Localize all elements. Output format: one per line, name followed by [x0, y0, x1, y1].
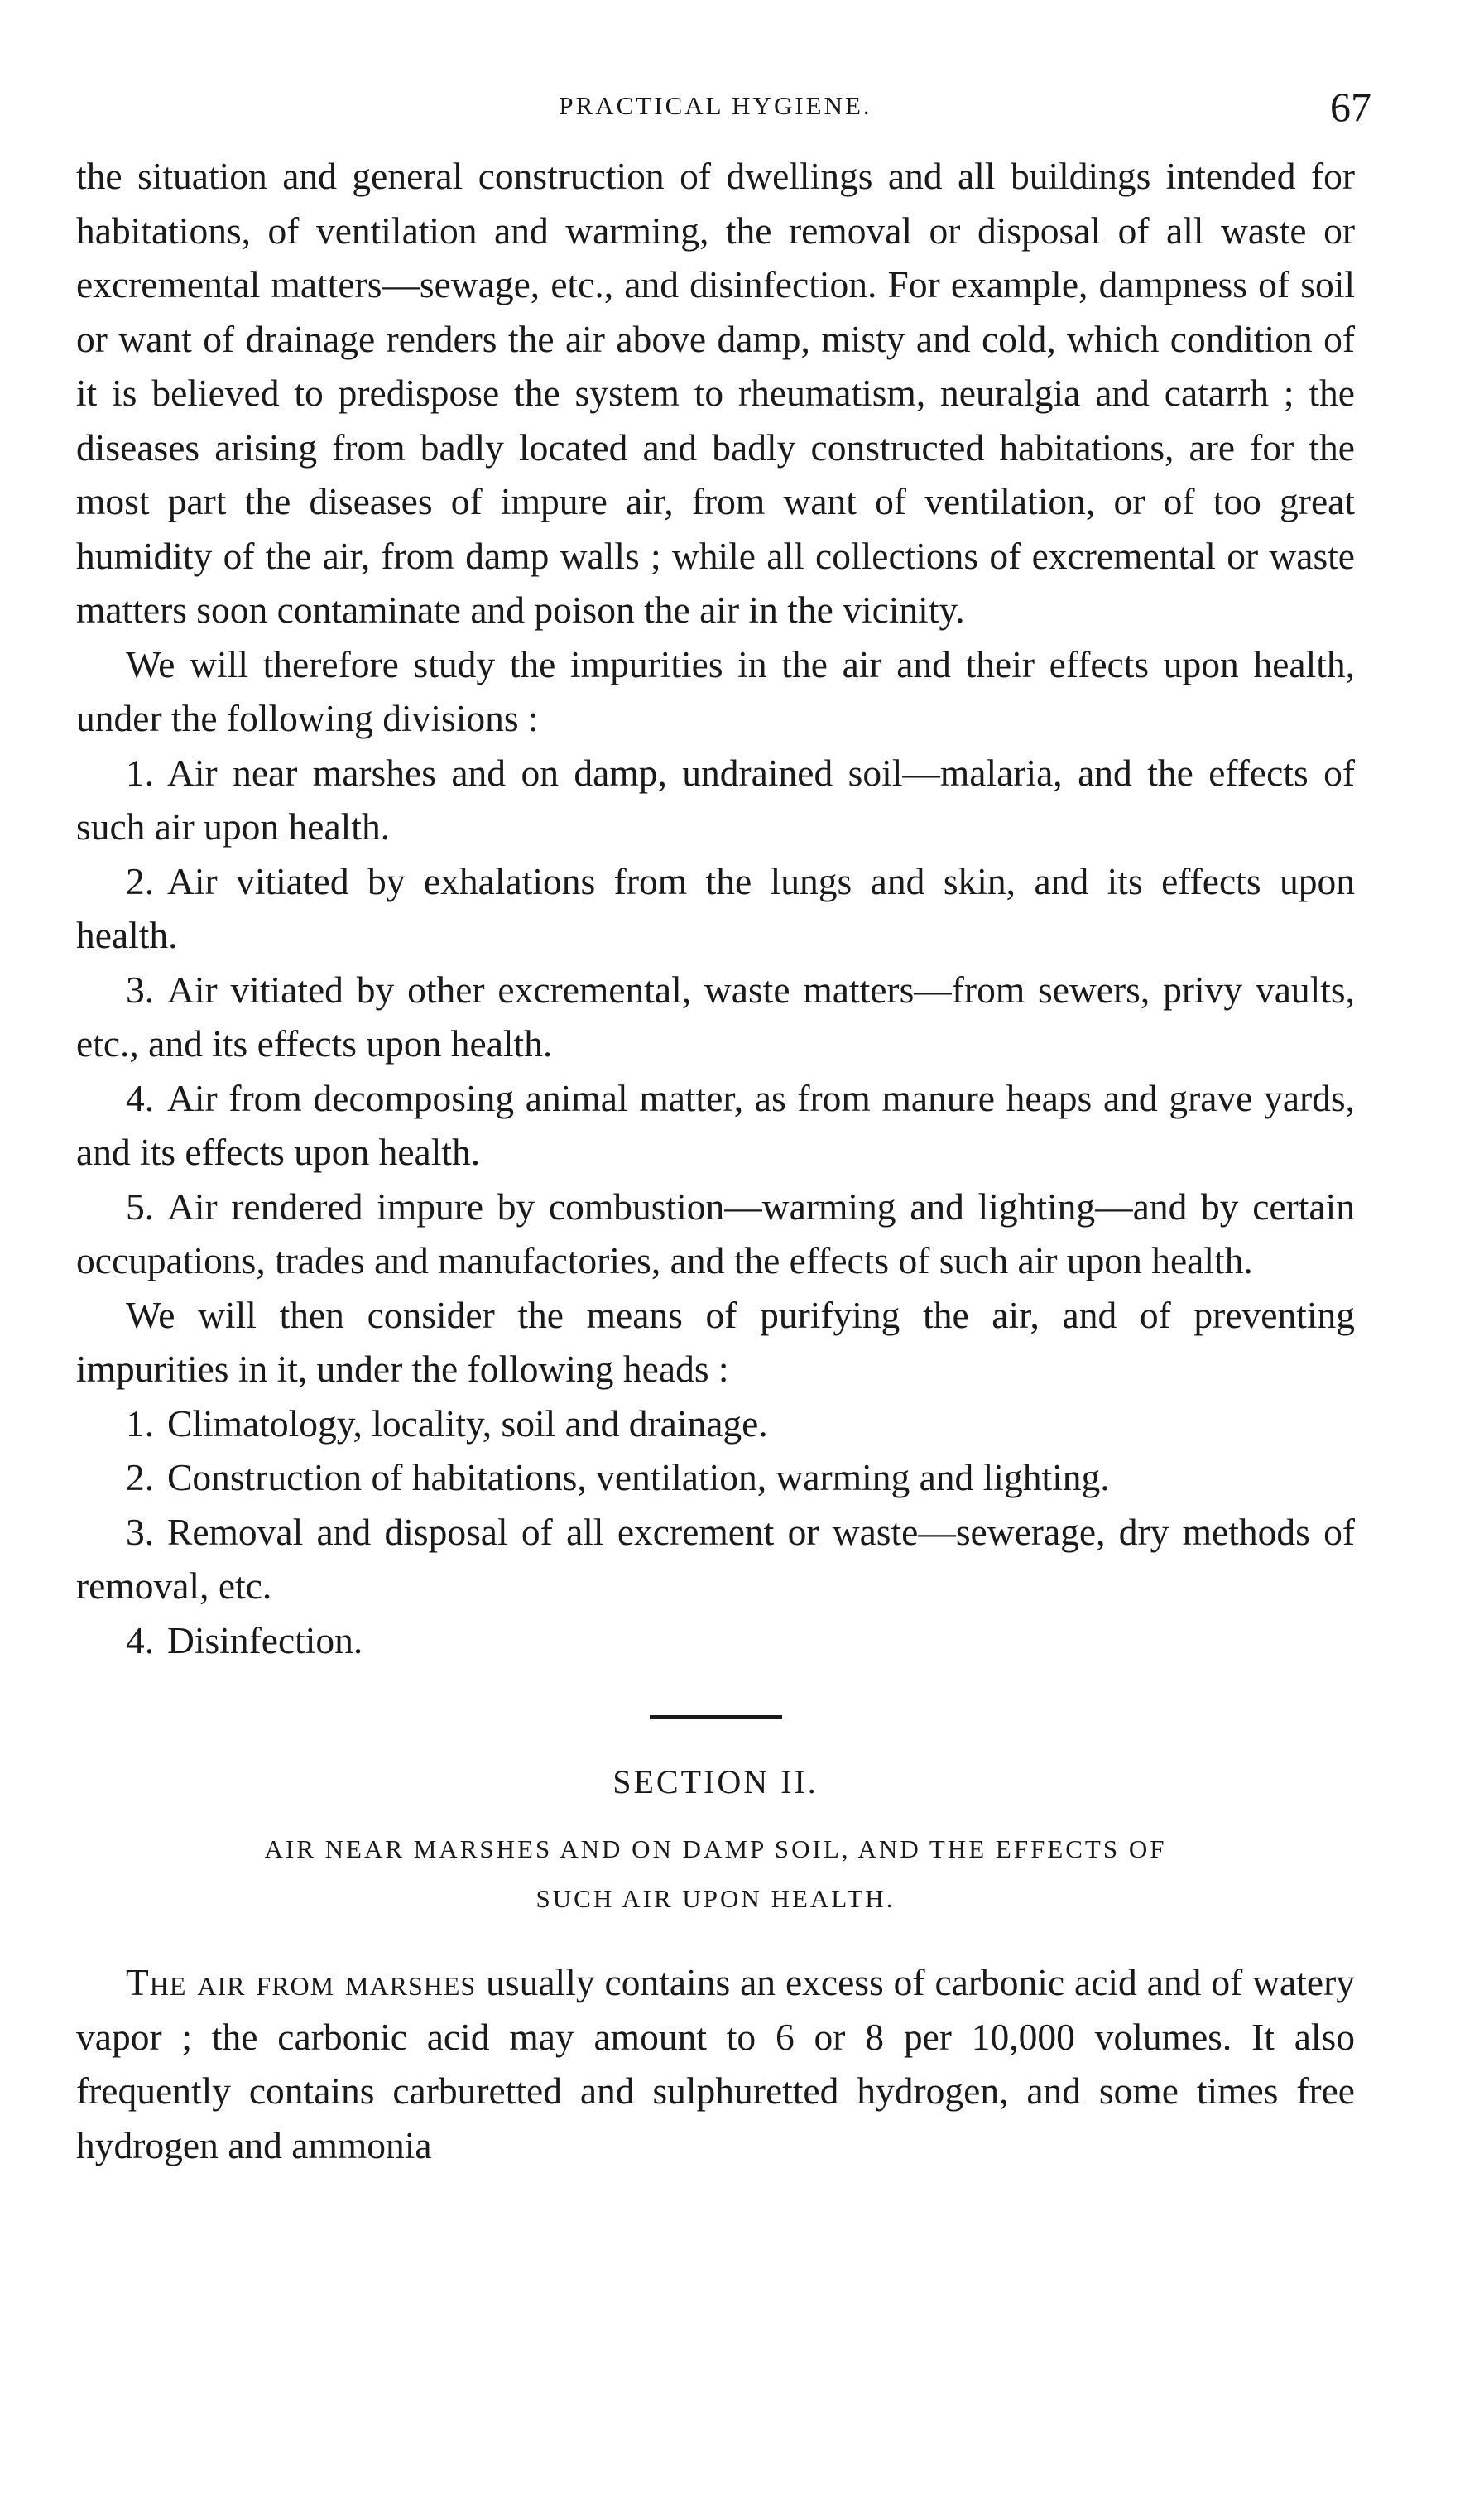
item-text: Air vitiated by other excremental, waste matters—from sewers, privy vaults, etc., and its effects upon health.: [76, 968, 1355, 1065]
item-text: Air from decomposing animal matter, as from manure heaps and grave yards, and its effects upon health.: [76, 1076, 1355, 1173]
list-item: [76, 1505, 1355, 1613]
item-number: 5.: [126, 1185, 155, 1228]
list-item: [76, 746, 1355, 854]
section-subtitle-line: SUCH AIR UPON HEALTH.: [535, 1884, 896, 1913]
divisions-intro: We will therefore study the impurities in the air and their effects upon health, under the following divisions :: [76, 642, 1355, 739]
list-item: [76, 854, 1355, 963]
section-body-paragraph: [76, 1955, 1355, 2172]
item-number: 2.: [126, 1456, 155, 1498]
item-text: Air rendered impure by combustion—warming and lighting—and by certain occupations, trades and manufactories, and the effects of such air upon health.: [76, 1185, 1355, 1281]
list-item: [76, 963, 1355, 1071]
list-item: [76, 1450, 1355, 1505]
section-body-text: usually contains an excess of carbonic acid and of watery vapor ; the carbonic acid may amount to 6 or 8 per 10,000 volumes. It also frequently contains carburetted and sulphuretted hydrogen, and some times free hydrogen and ammonia: [76, 1961, 1355, 2166]
heads-intro: We will then consider the means of purifying the air, and of preventing impurities in it, under the following heads :: [76, 1293, 1355, 1390]
item-text: Disinfection.: [167, 1618, 363, 1661]
item-text: Air near marshes and on damp, undrained soil—malaria, and the effects of such air upon health.: [76, 751, 1355, 848]
section-subtitle-line: AIR NEAR MARSHES AND ON DAMP SOIL, AND THE EFFECTS OF: [264, 1834, 1167, 1863]
section-subtitle: [76, 1824, 1355, 1924]
list-item: [76, 1397, 1355, 1451]
item-number: 2.: [126, 859, 155, 902]
item-number: 1.: [126, 1401, 155, 1445]
item-text: Climatology, locality, soil and drainage.: [167, 1401, 768, 1445]
running-header: [76, 83, 1371, 149]
section-body-lead: The air from marshes: [126, 1961, 477, 2003]
divisions-list: [76, 746, 1355, 1288]
heads-list: [76, 1397, 1355, 1668]
book-page: [76, 83, 1371, 2172]
item-number: 3.: [126, 968, 155, 1011]
list-item: [76, 1071, 1355, 1180]
item-number: 4.: [126, 1076, 155, 1119]
section-heading: SECTION II.: [612, 1763, 819, 1800]
intro-paragraph: the situation and general construction of dwellings and all buildings intended for habitations, of ventilation and warming, the removal or disposal of all waste or excremental matters—sewage, etc., and disinfection. For example, dampness of soil or want of drainage renders the air above damp, misty and cold, which condition of it is believed to predispose the system to rheumatism, neuralgia and catarrh ; the diseases arising from badly located and badly constructed habitations, are for the most part the diseases of impure air, from want of ventilation, or of too great humidity of the air, from damp walls ; while all collections of excremental or waste matters soon contaminate and poison the air in the vicinity.: [76, 155, 1355, 631]
running-title: PRACTICAL HYGIENE.: [559, 91, 872, 120]
item-number: 4.: [126, 1618, 155, 1661]
item-number: 1.: [126, 751, 155, 794]
item-text: Air vitiated by exhalations from the lungs and skin, and its effects upon health.: [76, 859, 1355, 956]
item-text: Construction of habitations, ventilation, warming and lighting.: [167, 1456, 1110, 1498]
item-number: 3.: [126, 1510, 155, 1553]
item-text: Removal and disposal of all excrement or waste—sewerage, dry methods of removal, etc.: [76, 1510, 1355, 1607]
list-item: [76, 1613, 1355, 1668]
page-number: 67: [1330, 84, 1371, 130]
section-divider-rule: [650, 1715, 782, 1719]
list-item: [76, 1180, 1355, 1288]
